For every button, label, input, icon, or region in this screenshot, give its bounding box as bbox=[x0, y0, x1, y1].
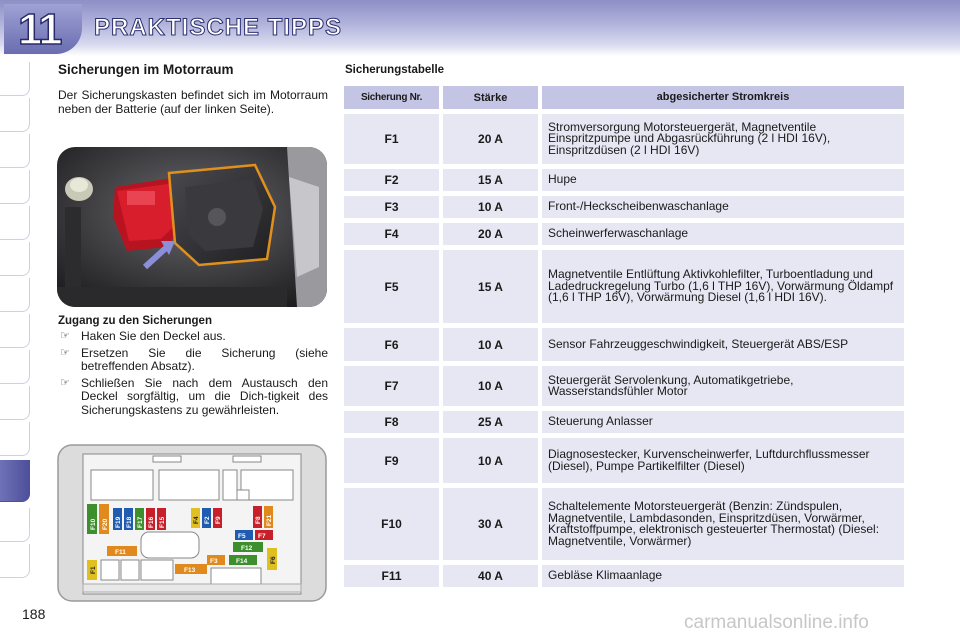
fuse-number: F3 bbox=[344, 196, 439, 218]
chapter-tab[interactable] bbox=[0, 170, 30, 204]
svg-text:F7: F7 bbox=[258, 533, 266, 540]
fuse-circuit: Diagnosestecker, Kurvenscheinwerfer, Luftdurchflussmesser (Diesel), Pumpe Partikelfilter (Diesel) bbox=[542, 438, 904, 483]
fuse-box-diagram bbox=[57, 444, 327, 602]
svg-text:F1: F1 bbox=[90, 566, 97, 574]
table-row bbox=[344, 438, 904, 483]
svg-text:F5: F5 bbox=[238, 533, 246, 540]
table-row bbox=[344, 411, 904, 433]
fuse-rating: 10 A bbox=[443, 328, 538, 361]
fuse-rating: 10 A bbox=[443, 196, 538, 218]
svg-text:F2: F2 bbox=[204, 516, 211, 524]
fuse-f5 bbox=[235, 530, 253, 540]
fuse-number: F5 bbox=[344, 250, 439, 323]
svg-text:F3: F3 bbox=[210, 558, 218, 565]
chapter-badge bbox=[4, 4, 82, 54]
fuse-f12 bbox=[233, 542, 263, 552]
intro-text: Der Sicherungskasten befindet sich im Motorraum neben der Batterie (auf der linken Seite). bbox=[58, 88, 328, 116]
fuse-f20 bbox=[99, 504, 109, 534]
table-row bbox=[344, 250, 904, 323]
fuse-number: F9 bbox=[344, 438, 439, 483]
pointing-hand-icon: ☞ bbox=[60, 376, 70, 389]
fuse-circuit: Front-/Heckscheibenwaschanlage bbox=[542, 196, 904, 218]
fuse-number: F4 bbox=[344, 223, 439, 245]
svg-text:F8: F8 bbox=[255, 516, 262, 524]
chapter-tab[interactable] bbox=[0, 278, 30, 312]
engine-bay-photo bbox=[57, 147, 327, 307]
fuse-rating: 30 A bbox=[443, 488, 538, 560]
fuse-circuit: Steuerung Anlasser bbox=[542, 411, 904, 433]
svg-text:F15: F15 bbox=[159, 516, 166, 528]
svg-text:F17: F17 bbox=[137, 516, 144, 528]
svg-text:F16: F16 bbox=[148, 516, 155, 528]
fuse-f16 bbox=[146, 508, 155, 530]
fuse-f9 bbox=[213, 508, 222, 528]
list-item: ☞ Ersetzen Sie die Sicherung (siehe betreffenden Absatz). bbox=[60, 345, 328, 373]
chapter-tab[interactable] bbox=[0, 98, 30, 132]
fuse-number: F7 bbox=[344, 366, 439, 406]
fuse-rating: 20 A bbox=[443, 114, 538, 164]
steps-list bbox=[58, 330, 328, 420]
svg-text:F14: F14 bbox=[236, 558, 248, 565]
svg-text:F18: F18 bbox=[126, 516, 133, 528]
table-row bbox=[344, 114, 904, 164]
svg-text:F12: F12 bbox=[241, 545, 253, 552]
fuse-f8 bbox=[253, 506, 262, 528]
fuse-f10 bbox=[87, 504, 97, 534]
fuse-circuit: Magnetventile Entlüftung Aktivkohlefilter, Turboentladung und Ladedruckregelung Turbo (1,6 l THP 16V), Vorwärmung Öldampf (1,6 l THP 16V), Vorwärmung Diesel (1,6 l HDI 16V). bbox=[542, 250, 904, 323]
table-row bbox=[344, 328, 904, 361]
fuse-number: F8 bbox=[344, 411, 439, 433]
fuse-f14 bbox=[229, 555, 257, 565]
fuse-f6 bbox=[267, 548, 277, 570]
fuse-rating: 10 A bbox=[443, 366, 538, 406]
chapter-edge-tabs bbox=[0, 62, 34, 582]
chapter-tab[interactable] bbox=[0, 544, 30, 578]
svg-text:F19: F19 bbox=[115, 516, 122, 528]
fuse-number: F1 bbox=[344, 114, 439, 164]
svg-text:F9: F9 bbox=[215, 516, 222, 524]
fuse-f18 bbox=[124, 508, 133, 530]
fuse-rating: 15 A bbox=[443, 169, 538, 191]
fuse-rating: 10 A bbox=[443, 438, 538, 483]
chapter-tab[interactable] bbox=[0, 206, 30, 240]
table-row bbox=[344, 223, 904, 245]
fuse-rating: 25 A bbox=[443, 411, 538, 433]
fuse-circuit: Scheinwerferwaschanlage bbox=[542, 223, 904, 245]
page-number: 188 bbox=[22, 606, 46, 622]
fuse-table bbox=[344, 86, 904, 592]
fuse-f19 bbox=[113, 508, 122, 530]
fuse-number: F11 bbox=[344, 565, 439, 587]
section-heading: Sicherungen im Motorraum bbox=[58, 62, 234, 77]
page-title: PRAKTISCHE TIPPS bbox=[94, 14, 343, 41]
fuse-circuit: Gebläse Klimaanlage bbox=[542, 565, 904, 587]
table-title: Sicherungstabelle bbox=[345, 64, 445, 76]
chapter-tab[interactable] bbox=[0, 422, 30, 456]
svg-text:F10: F10 bbox=[90, 518, 97, 530]
fuse-circuit: Steuergerät Servolenkung, Automatikgetriebe, Wasserstandsfühler Motor bbox=[542, 366, 904, 406]
fuse-f21 bbox=[264, 506, 273, 528]
fuse-circuit: Hupe bbox=[542, 169, 904, 191]
fuse-number: F2 bbox=[344, 169, 439, 191]
column-header: Sicherung Nr. bbox=[344, 86, 439, 109]
fuse-circuit: Stromversorgung Motorsteuergerät, Magnetventile Einspritzpumpe und Abgasrückführung (2 l HDI 16V), Einspritzdüsen (2 l HDI 16V) bbox=[542, 114, 904, 164]
list-item: ☞ Haken Sie den Deckel aus. bbox=[60, 329, 226, 343]
chapter-number: 11 bbox=[18, 5, 61, 54]
table-row bbox=[344, 565, 904, 587]
svg-text:F21: F21 bbox=[266, 514, 273, 526]
fuse-number: F6 bbox=[344, 328, 439, 361]
fuse-rating: 40 A bbox=[443, 565, 538, 587]
svg-text:F13: F13 bbox=[184, 567, 196, 574]
fuse-f7 bbox=[255, 530, 273, 540]
chapter-tab[interactable] bbox=[0, 386, 30, 420]
fuse-f4 bbox=[191, 508, 200, 528]
access-heading: Zugang zu den Sicherungen bbox=[58, 315, 212, 327]
table-row bbox=[344, 488, 904, 560]
svg-text:F20: F20 bbox=[102, 518, 109, 530]
fuse-circuit: Schaltelemente Motorsteuergerät (Benzin: Zündspulen, Magnetventile, Lambdasonden, Einspritzdüsen, Vorwärmer, Kraftstoffpumpe, elektronisch gesteuerter Thermostat) (Diesel: Magnetventile, Vorwärmer) bbox=[542, 488, 904, 560]
fuse-f1 bbox=[87, 560, 97, 580]
svg-text:F11: F11 bbox=[115, 549, 126, 556]
table-header-row bbox=[344, 86, 904, 109]
fuse-f17 bbox=[135, 508, 144, 530]
pointing-hand-icon: ☞ bbox=[60, 330, 70, 342]
chapter-tab[interactable] bbox=[0, 350, 30, 384]
chapter-tab-active[interactable] bbox=[0, 460, 30, 502]
fuse-number: F10 bbox=[344, 488, 439, 560]
svg-text:F4: F4 bbox=[193, 516, 200, 524]
watermark-text: carmanualsonline.info bbox=[684, 612, 869, 633]
table-row bbox=[344, 366, 904, 406]
chapter-tab[interactable] bbox=[0, 62, 30, 96]
chapter-tab[interactable] bbox=[0, 134, 30, 168]
fuse-f15 bbox=[157, 508, 166, 530]
fuse-f13 bbox=[175, 564, 207, 574]
chapter-tab[interactable] bbox=[0, 242, 30, 276]
list-item: ☞ Schließen Sie nach dem Austausch den Deckel sorgfältig, um die Dich-tigkeit des Sicherungskastens zu gewährleisten. bbox=[60, 375, 328, 417]
column-header: abgesicherter Stromkreis bbox=[542, 86, 904, 109]
column-header: Stärke bbox=[443, 86, 538, 109]
chapter-tab[interactable] bbox=[0, 314, 30, 348]
svg-text:F6: F6 bbox=[270, 556, 277, 564]
fuse-f2 bbox=[202, 508, 211, 528]
fuse-rating: 20 A bbox=[443, 223, 538, 245]
fuse-circuit: Sensor Fahrzeuggeschwindigkeit, Steuergerät ABS/ESP bbox=[542, 328, 904, 361]
fuse-f11 bbox=[107, 546, 137, 556]
pointing-hand-icon: ☞ bbox=[60, 346, 70, 359]
fuse-f3 bbox=[207, 555, 225, 565]
fuse-rating: 15 A bbox=[443, 250, 538, 323]
chapter-tab[interactable] bbox=[0, 508, 30, 542]
table-row bbox=[344, 169, 904, 191]
table-row bbox=[344, 196, 904, 218]
